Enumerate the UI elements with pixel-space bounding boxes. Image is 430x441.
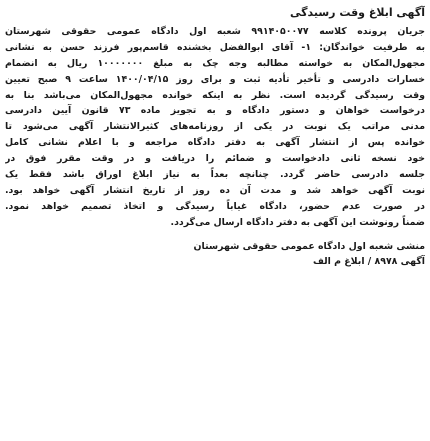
notice-title: آگهی ابلاغ وقت رسیدگی xyxy=(289,6,425,19)
notice-line: مدنی مراتب یک نوبت در یکی از روزنامه‌های کثیرالانتشار آگهی می‌شود تا xyxy=(5,121,425,133)
notice-line: ضمناً رونوشت این آگهی به دفتر دادگاه ارسال می‌گردد. xyxy=(170,216,425,228)
notice-line: خوانده پس از انتشار آگهی به دفتر دادگاه مراجعه و با اعلام نشانی کامل xyxy=(5,137,425,149)
notice-line: جریان پرونده کلاسه ۹۹۱۴۰۵۰۰۷۷ شعبه اول دادگاه عمومی حقوقی شهرستان xyxy=(5,26,425,37)
notice-line: نوبت آگهی خواهد شد و مدت آن ده روز از تاریخ انتشار آگهی خواهد بود. xyxy=(5,184,425,196)
notice-line: به طرفیت خواندگان: ۱- آقای ابوالفضل بخشنده قاسم‌پور فرزند حسن به نشانی xyxy=(5,41,425,53)
notice-line: درخواست خواهان و دستور دادگاه و به تجویز ماده ۷۳ قانون آیین دادرسی xyxy=(5,105,425,117)
notice-line: جلسه دادرسی حاضر گردد. چنانچه بعداً به نیاز ابلاغ اوراق باشد فقط یک xyxy=(5,169,425,181)
notice-reference: آگهی ۸۹۷۸ / ابلاغ م الف xyxy=(312,256,425,268)
notice-line: مجهول‌المکان به خواسته مطالبه وجه چک به مبلغ ۱۰۰۰۰۰۰۰ ریال به انضمام xyxy=(5,57,425,69)
notice-line: در صورت عدم حضور، دادگاه غیاباً رسیدگی و اتخاذ تصمیم خواهد نمود. xyxy=(5,200,425,212)
notice-signature: منشی شعبه اول دادگاه عمومی حقوقی شهرستان xyxy=(193,240,425,252)
notice-line: وقت رسیدگی گردیده است. نظر به اینکه خوانده مجهول‌المکان می‌باشد بنا به xyxy=(5,89,425,101)
notice-line: خود نسخه ثانی دادخواست و ضمائم را دریافت و در وقت مقرر فوق در xyxy=(5,153,425,165)
notice-line: خسارات دادرسی و تأخیر تأدیه ثبت و برای روز ۱۴۰۰/۰۴/۱۵ ساعت ۹ صبح تعیین xyxy=(5,73,425,85)
